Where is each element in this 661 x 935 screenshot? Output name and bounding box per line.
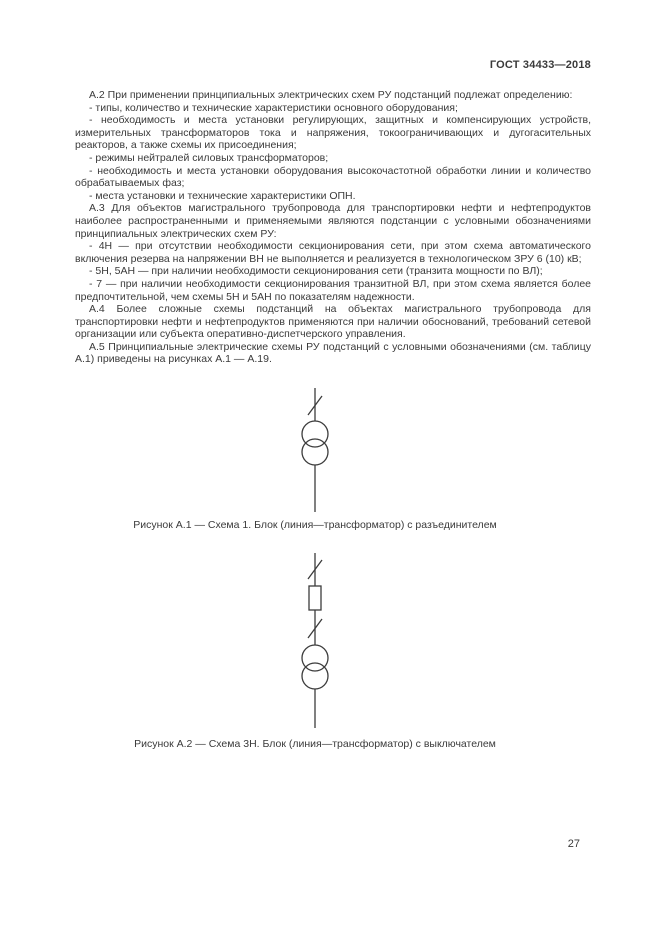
body-paragraph: - 7 — при наличии необходимости секционирования транзитной ВЛ, при этом схема является более предпочтительной, чем схемы 5Н и 5АН по показателям надежности. — [75, 277, 591, 303]
transformer-winding-secondary-icon — [302, 663, 328, 689]
body-paragraph: - 5Н, 5АН — при наличии необходимости секционирования сети (транзита мощности по ВЛ); — [89, 265, 543, 278]
body-paragraph: - режимы нейтралей силовых трансформаторов; — [89, 151, 329, 164]
body-paragraph: А.5 Принципиальные электрические схемы РУ подстанций с условными обозначениями (см. таблицу А.1) приведены на рисунках А.1 — А.19. — [75, 340, 591, 366]
figure-a1-caption: Рисунок А.1 — Схема 1. Блок (линия—трансформатор) с разъединителем — [133, 519, 497, 531]
body-paragraph: А.3 Для объектов магистрального трубопровода для транспортировки нефти и нефтепродуктов наиболее распространенными и применяемыми являются подстанции с условными обозначениями принципиальных электрических схем РУ: — [75, 202, 591, 240]
body-paragraph: - места установки и технические характеристики ОПН. — [89, 189, 356, 202]
document-header — [75, 59, 591, 71]
standard-number: ГОСТ 34433—2018 — [489, 59, 591, 71]
scheme-3n-single-line-diagram — [295, 553, 335, 728]
body-paragraph: - необходимость и места установки оборудования высокочастотной обработки линии и количество обрабатываемых фаз; — [75, 164, 591, 190]
figure-a1 — [75, 388, 555, 531]
figure-a2 — [75, 553, 555, 750]
figure-a2-caption: Рисунок А.2 — Схема 3Н. Блок (линия—трансформатор) с выключателем — [134, 738, 496, 750]
body-text — [75, 89, 591, 366]
body-paragraph: А.4 Более сложные схемы подстанций на объектах магистрального трубопровода для транспортировки нефти и нефтепродуктов применяются при наличии обоснований, требований сетевой организации или субъекта оперативно-диспетчерского управления. — [75, 303, 591, 341]
circuit-breaker-icon — [309, 586, 321, 610]
transformer-winding-secondary-icon — [302, 439, 328, 465]
body-paragraph: - типы, количество и технические характеристики основного оборудования; — [89, 101, 458, 114]
body-paragraph: А.2 При применении принципиальных электрических схем РУ подстанций подлежат определению: — [89, 89, 573, 101]
body-paragraph: - 4Н — при отсутствии необходимости секционирования сети, при этом схема автоматического включения резерва на напряжении ВН не выполняется и реализуется в технологическом ЗРУ 6 (10) кВ; — [75, 240, 591, 265]
body-paragraph: - необходимость и места установки регулирующих, защитных и компенсирующих устройств, измерительных трансформаторов тока и напряжения, токоограничивающих и дугогасительных реакторов, а также схемы их присоединения; — [75, 114, 591, 152]
page-number: 27 — [567, 838, 580, 850]
scheme-1-single-line-diagram — [295, 388, 335, 512]
